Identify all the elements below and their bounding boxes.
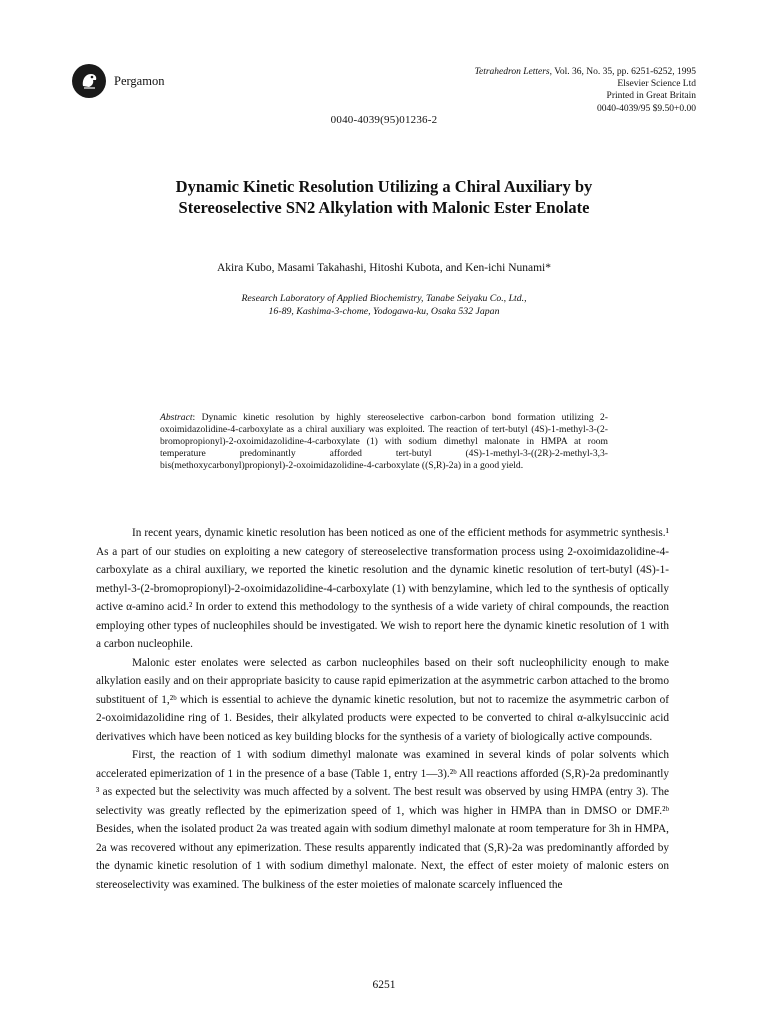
title-line: Stereoselective SN2 Alkylation with Malonic Ester Enolate bbox=[178, 198, 590, 217]
publisher-header bbox=[72, 64, 164, 98]
abstract bbox=[160, 412, 608, 472]
journal-citation bbox=[475, 66, 696, 115]
printed-line: Printed in Great Britain bbox=[606, 91, 696, 102]
publisher-line: Elsevier Science Ltd bbox=[617, 79, 696, 90]
pergamon-logo-icon bbox=[72, 64, 106, 98]
affiliation-line: Research Laboratory of Applied Biochemistry, Tanabe Seiyaku Co., Ltd., bbox=[241, 293, 527, 304]
body-text bbox=[96, 524, 669, 894]
affiliation-line: 16-89, Kashima-3-chome, Yodogawa-ku, Osaka 532 Japan bbox=[268, 305, 500, 317]
journal-name: Tetrahedron Letters bbox=[474, 67, 550, 77]
article-title bbox=[60, 176, 708, 218]
body-paragraph: In recent years, dynamic kinetic resolution has been noticed as one of the efficient methods for asymmetric synthesis.¹ As a part of our studies on exploiting a new category of stereoselective transformation process using 2-oxoimidazolidine-4-carboxylate as a chiral auxiliary, we reported the kinetic resolution and the dynamic kinetic resolution of tert-butyl (4S)-1-methyl-3-(2-bromopropionyl)-2-oxoimidazolidine-4-carboxylate (1) with benzylamine, which led to the synthesis of optically active α-amino acid.² In order to extend this methodology to the synthesis of a wide variety of chiral compounds, the reaction employing other types of nucleophiles should be investigated. We wish to report here the dynamic kinetic resolution of 1 with a carbon nucleophile. bbox=[96, 527, 669, 650]
abstract-text: : Dynamic kinetic resolution by highly stereoselective carbon-carbon bond formation utilizing 2-oxoimidazolidine-4-carboxylate as a chiral auxiliary was exploited. The reaction of tert-butyl (4S)-1-methyl-3-(2-bromopropionyl)-2-oxoimidazolidine-4-carboxylate (1) with sodium dimethyl malonate in HMPA at room temperature predominantly afforded tert-butyl (4S)-1-methyl-3-((2R)-2-methyl-3,3-bis(methoxycarbonyl)propionyl)-2-oxoimidazolidine-4-carboxylate ((S,R)-2a) in a good yield. bbox=[160, 412, 608, 472]
title-line: Dynamic Kinetic Resolution Utilizing a Chiral Auxiliary by bbox=[175, 177, 593, 196]
abstract-label: Abstract bbox=[160, 412, 193, 423]
body-paragraph: First, the reaction of 1 with sodium dimethyl malonate was examined in several kinds of polar solvents which accelerated epimerization of 1 in the presence of a base (Table 1, entry 1—3).²ᵇ All reactions afforded (S,R)-2a predominantly ³ as expected but the selectivity was much affected by a solvent. The best result was observed by using HMPA (entry 3). The selectivity was greatly reflected by the epimerization speed of 1, which was higher in HMPA than in DMSO or DMF.²ᵇ Besides, when the isolated product 2a was treated again with sodium dimethyl malonate at room temperature for 3h in HMPA, 2a was recovered without any epimerization. These results apparently indicated that (S,R)-2a was predominantly afforded by the dynamic kinetic resolution of 1 with sodium dimethyl malonate. Next, the effect of ester moiety of malonic esters on stereoselectivity was examined. The bulkiness of the ester moieties of malonate scarcely influenced the bbox=[96, 749, 669, 891]
page-number: 6251 bbox=[372, 979, 396, 991]
author-list: Akira Kubo, Masami Takahashi, Hitoshi Kubota, and Ken-ichi Nunami* bbox=[216, 262, 552, 274]
affiliation bbox=[0, 293, 768, 318]
journal-volume-info: , Vol. 36, No. 35, pp. 6251-6252, 1995 bbox=[549, 67, 696, 77]
publisher-name: Pergamon bbox=[114, 73, 165, 88]
body-paragraph: Malonic ester enolates were selected as carbon nucleophiles based on their soft nucleophilicity enough to make alkylation easily and on their appropriate basicity to cause rapid epimerization at the asymmetric carbon attached to the bromo substituent of 1,²ᵇ which is essential to achieve the dynamic kinetic resolution, but not to racemize the asymmetric carbon of 2-oxoimidazolidine ring of 1. Besides, their alkylated products were expected to be converted to chiral α-alkylsuccinic acid derivatives which have been noticed as key building blocks for the synthesis of a variety of biologically active compounds. bbox=[96, 656, 669, 743]
price-line: 0040-4039/95 $9.50+0.00 bbox=[596, 103, 696, 114]
article-identifier: 0040-4039(95)01236-2 bbox=[330, 114, 438, 126]
